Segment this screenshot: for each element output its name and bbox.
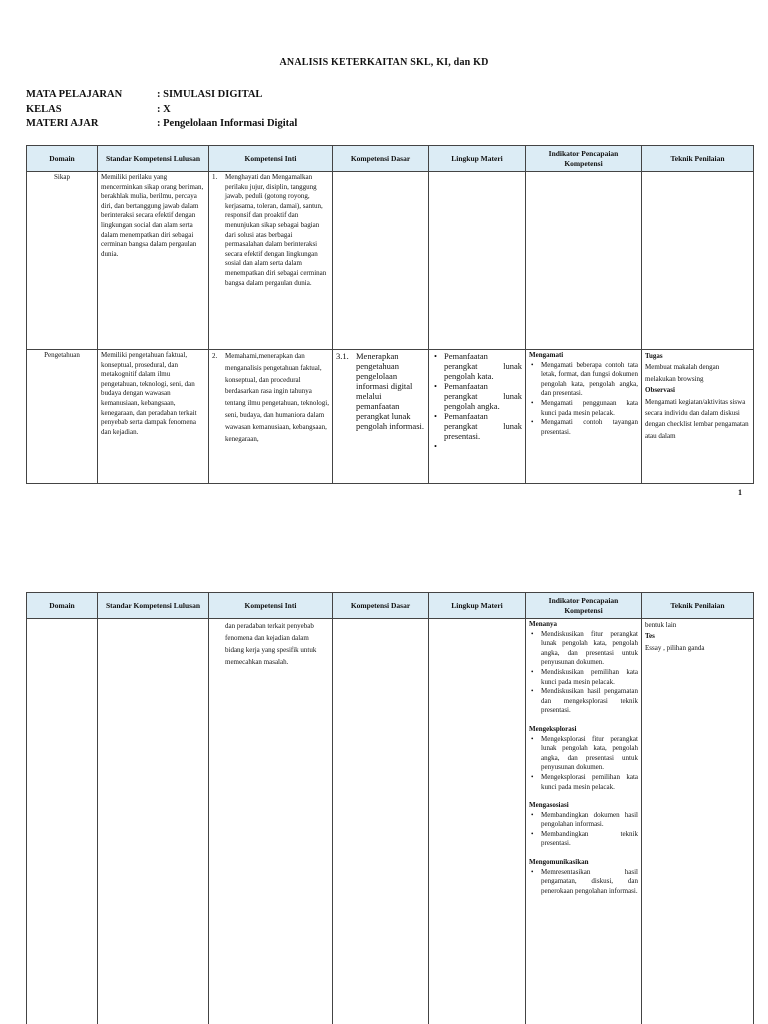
cell-lingkup xyxy=(429,350,526,484)
list-item: • Memresentasikan hasil pengamatan, diskusi, dan penerokaan pengolahan informasi. xyxy=(529,868,638,897)
header-teknik: Teknik Penilaian xyxy=(642,593,754,619)
list-item: • Mendiskusikan pemilihan kata kunci pada mesin pelacak. xyxy=(529,668,638,687)
header-skl: Standar Kompetensi Lulusan xyxy=(98,146,209,172)
list-item: • Pemanfaatan perangkat lunak presentasi. xyxy=(432,411,522,441)
cell-kd xyxy=(333,350,429,484)
cell-ipk xyxy=(526,350,642,484)
ipk-heading: Mengomunikasikan xyxy=(529,858,589,867)
cell-kd xyxy=(333,172,429,350)
ipk-list xyxy=(529,361,638,438)
cell-domain: Sikap xyxy=(27,172,98,350)
list-item: • Mengeksplorasi pemilihan kata kunci pada mesin pelacak. xyxy=(529,773,638,792)
header-lingkup: Lingkup Materi xyxy=(429,146,526,172)
ipk-list xyxy=(529,735,638,793)
ipk-section xyxy=(529,801,638,849)
cell-kd xyxy=(333,619,429,1024)
cell-skl: Memiliki pengetahuan faktual, konseptual, prosedural, dan metakognitif dalam ilmu pengetahuan, teknologi, seni, dan budaya dengan wawasan kemanusiaan, kebangsaan, kenegaraan, dan peradaban terkait penyebab serta dampak fenomena dan kejadian. xyxy=(98,350,209,484)
list-item: • Membandingkan dokumen hasil pengolahan informasi. xyxy=(529,811,638,830)
page-gap xyxy=(0,512,768,582)
teknik-line: Tugas xyxy=(645,352,663,360)
cell-teknik xyxy=(642,619,754,1024)
table-row-pengetahuan xyxy=(27,350,754,484)
ki-number: 1. xyxy=(212,173,218,181)
page-2 xyxy=(0,582,768,1024)
cell-skl xyxy=(98,619,209,1024)
ipk-heading: Menanya xyxy=(529,620,557,628)
document-meta xyxy=(26,88,297,132)
cell-ki xyxy=(209,172,333,350)
list-item: • Mendiskusikan hasil pengamatan dan mengeksplorasi teknik presentasi. xyxy=(529,687,638,716)
header-lingkup: Lingkup Materi xyxy=(429,593,526,619)
header-ipk: Indikator Pencapaian Kompetensi xyxy=(526,146,642,172)
teknik-line: Observasi xyxy=(645,386,675,395)
meta-label: MATERI AJAR xyxy=(26,118,99,129)
list-item: • Mengamati beberapa contoh tata letak, format, dan fungsi dokumen pengolah kata, pengolah angka, dan presentasi. xyxy=(529,361,638,399)
ipk-heading: Mengamati xyxy=(529,351,564,359)
table-header-row xyxy=(27,146,754,172)
analysis-table-continued xyxy=(26,592,754,1024)
ipk-section xyxy=(529,620,638,716)
cell-domain: Pengetahuan xyxy=(27,350,98,484)
cell-skl: Memiliki perilaku yang mencerminkan sikap orang beriman, berakhlak mulia, berilmu, percaya diri, dan bertanggung jawab dalam berinteraksi secara efektif dengan lingkungan social dan alam serta dalam menempatkan diri sebagai cerminan bangsa dalam pergaulan dunia. xyxy=(98,172,209,350)
list-item: • Pemanfaatan perangkat lunak pengolah angka. xyxy=(432,381,522,411)
cell-ki xyxy=(209,619,333,1024)
list-item: • Mengamati contoh tayangan presentasi. xyxy=(529,418,638,437)
ki-text: Menghayati dan Mengamalkan perilaku jujur, disiplin, tanggung jawab, peduli (gotong royong, kerjasama, toleran, damai), santun, responsif dan proaktif dan menunjukan sikap sebagai bagian dari solusi atas berbagai permasalahan dalam berinteraksi secara efektif dengan lingkungan sosial dan alam serta dalam menempatkan diri sebagai cerminan bangsa dalam pergaulan dunia. xyxy=(225,173,327,287)
list-item: • Pemanfaatan perangkat lunak pengolah kata. xyxy=(432,351,522,381)
ipk-list xyxy=(529,811,638,849)
header-domain: Domain xyxy=(27,146,98,172)
cell-ipk xyxy=(526,619,642,1024)
cell-teknik xyxy=(642,350,754,484)
meta-label: MATA PELAJARAN xyxy=(26,89,123,100)
meta-row-subject xyxy=(26,88,297,103)
ki-text: Memahami,menerapkan dan menganalisis pengetahuan faktual, konseptual, dan procedural berdasarkan rasa ingin tahunya tentang ilmu pengetahuan, teknologi, seni, budaya, dan humaniora dalam wawasan kemanusiaan, kebangsaan, kenegaraan, xyxy=(225,352,330,443)
table-row-sikap xyxy=(27,172,754,350)
cell-lingkup xyxy=(429,619,526,1024)
cell-ki xyxy=(209,350,333,484)
table-header-row xyxy=(27,593,754,619)
meta-row-material xyxy=(26,117,297,132)
meta-row-class xyxy=(26,103,297,118)
ipk-heading: Mengasosiasi xyxy=(529,801,569,810)
page-number: 1 xyxy=(738,488,742,497)
ki-text: dan peradaban terkait penyebab fenomena dan kejadian dalam bidang kerja yang spesifik untuk memecahkan masalah. xyxy=(225,622,317,666)
ipk-section xyxy=(529,858,638,896)
ipk-heading: Mengeksplorasi xyxy=(529,724,577,733)
ki-number: 2. xyxy=(212,352,218,360)
teknik-line: Essay , pilihan ganda xyxy=(645,643,705,652)
cell-lingkup xyxy=(429,172,526,350)
kd-number: 3.1. xyxy=(336,351,349,361)
list-item: • Mendiskusikan fitur perangkat lunak pengolah kata, pengolah angka, dan presentasi untuk penyusunan dokumen. xyxy=(529,630,638,668)
document-title: ANALISIS KETERKAITAN SKL, KI, dan KD xyxy=(279,57,489,68)
cell-domain xyxy=(27,619,98,1024)
ipk-section xyxy=(529,725,638,792)
list-item: • Mengeksplorasi fitur perangkat lunak pengolah kata, pengolah angka, dan presentasi untuk penyusunan dokumen. xyxy=(529,735,638,773)
header-ipk: Indikator Pencapaian Kompetensi xyxy=(526,593,642,619)
list-item: • Membandingkan teknik presentasi. xyxy=(529,830,638,849)
meta-value: : SIMULASI DIGITAL xyxy=(157,89,263,100)
table-row-continued xyxy=(27,619,754,1024)
meta-value: : Pengelolaan Informasi Digital xyxy=(157,118,298,129)
meta-value: : X xyxy=(157,103,171,115)
header-skl: Standar Kompetensi Lulusan xyxy=(98,593,209,619)
cell-ipk xyxy=(526,172,642,350)
ipk-list xyxy=(529,868,638,897)
analysis-table xyxy=(26,145,754,484)
teknik-line: bentuk lain xyxy=(645,621,677,629)
list-item: • Mengamati penggunaan kata kunci pada mesin pelacak. xyxy=(529,399,638,418)
header-ki: Kompetensi Inti xyxy=(209,146,333,172)
header-ki: Kompetensi Inti xyxy=(209,593,333,619)
teknik-line: Mengamati kegiatan/aktivitas siswa secara individu dan dalam diskusi dengan checklist lembar pengamatan atau dalam xyxy=(645,397,749,440)
lingkup-list xyxy=(432,351,522,441)
meta-label: KELAS xyxy=(26,103,62,115)
cell-teknik xyxy=(642,172,754,350)
header-domain: Domain xyxy=(27,593,98,619)
teknik-line: Membuat makalah dengan melakukan browsing xyxy=(645,363,720,383)
ipk-list xyxy=(529,630,638,716)
teknik-line: Tes xyxy=(645,632,655,641)
header-teknik: Teknik Penilaian xyxy=(642,146,754,172)
kd-text: Menerapkan pengetahuan pengelolaan informasi digital melalui pemanfaatan perangkat lunak pengolah informasi. xyxy=(356,351,424,431)
header-kd: Kompetensi Dasar xyxy=(333,146,429,172)
header-kd: Kompetensi Dasar xyxy=(333,593,429,619)
